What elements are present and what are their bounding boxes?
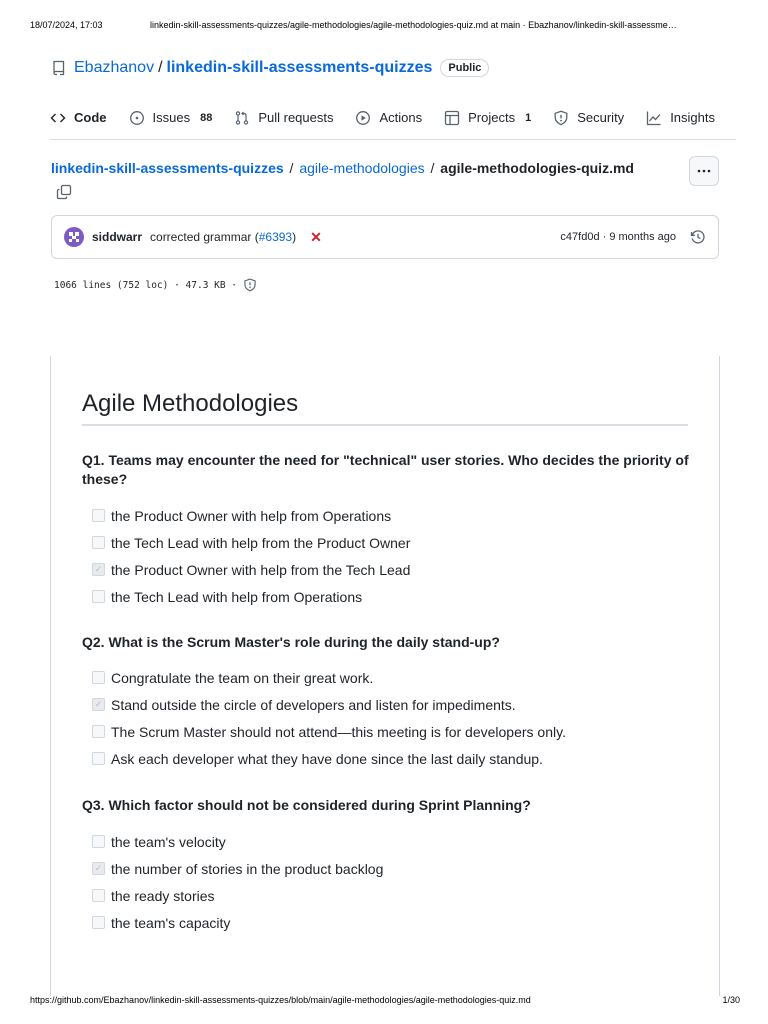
print-url: https://github.com/Ebazhanov/linkedin-skill-assessments-quizzes/blob/main/agile-methodologies/agile-methodologies-quiz.md xyxy=(30,995,531,1005)
option-label: the number of stories in the product backlog xyxy=(111,860,384,877)
option xyxy=(92,664,692,691)
option xyxy=(92,556,692,583)
tab-label: Insights xyxy=(670,110,715,125)
question-2: Q2. What is the Scrum Master's role during the daily stand-up? xyxy=(82,634,500,650)
commit-meta[interactable]: c47fd0d · 9 months ago xyxy=(560,231,676,243)
tab-projects[interactable] xyxy=(444,96,531,140)
graph-icon xyxy=(646,110,662,126)
option-label: Congratulate the team on their great work. xyxy=(111,669,374,686)
tab-label: Projects xyxy=(468,110,516,125)
print-title: linkedin-skill-assessments-quizzes/agile-methodologies/agile-methodologies-quiz.md at main · Ebazhanov/linkedin-skill-assessme… xyxy=(150,20,677,30)
print-footer xyxy=(30,995,740,1009)
markdown-title: Agile Methodologies xyxy=(82,390,299,417)
checkbox-checked[interactable]: ✓ xyxy=(92,862,105,875)
shield-icon xyxy=(553,110,569,126)
option xyxy=(92,909,692,936)
commit-status-failed-icon[interactable]: ✕ xyxy=(310,228,322,245)
avatar-identicon xyxy=(67,230,81,244)
repo-header xyxy=(51,56,489,80)
projects-count: 1 xyxy=(525,111,532,124)
option xyxy=(92,718,692,745)
print-page-number: 1/30 xyxy=(722,995,740,1005)
tab-pull-requests[interactable] xyxy=(234,96,333,140)
question-3-options xyxy=(92,828,692,936)
repo-separator: / xyxy=(158,59,163,76)
more-options-button[interactable] xyxy=(689,156,719,186)
tab-label: Security xyxy=(577,110,625,125)
commit-author-link[interactable]: siddwarr xyxy=(92,230,143,244)
play-icon xyxy=(355,110,371,126)
option xyxy=(92,745,692,772)
option xyxy=(92,828,692,855)
checkbox-checked[interactable]: ✓ xyxy=(92,563,105,576)
issue-icon xyxy=(129,110,145,126)
tab-code[interactable] xyxy=(50,96,107,140)
checkbox[interactable] xyxy=(92,590,105,603)
table-icon xyxy=(444,110,460,126)
option-label: the Product Owner with help from the Tech Lead xyxy=(111,561,411,578)
option-label: the ready stories xyxy=(111,887,215,904)
option-label: the Tech Lead with help from the Product Owner xyxy=(111,534,411,551)
checkbox[interactable] xyxy=(92,725,105,738)
breadcrumb-file: agile-methodologies-quiz.md xyxy=(440,160,634,176)
option xyxy=(92,583,692,610)
commit-message-suffix: ) xyxy=(292,230,297,244)
history-icon[interactable] xyxy=(690,229,706,245)
shield-icon[interactable] xyxy=(243,278,257,292)
checkbox[interactable] xyxy=(92,916,105,929)
breadcrumb-folder-link[interactable]: agile-methodologies xyxy=(299,160,425,176)
commit-message[interactable] xyxy=(150,230,296,244)
tab-issues[interactable] xyxy=(129,96,213,140)
checkbox[interactable] xyxy=(92,835,105,848)
question-1: Q1. Teams may encounter the need for "technical" user stories. Who decides the priority of these? xyxy=(82,452,689,487)
file-breadcrumb xyxy=(51,158,671,178)
option xyxy=(92,882,692,909)
breadcrumb-separator: / xyxy=(289,160,294,176)
pull-request-icon xyxy=(234,110,250,126)
file-stats: 1066 lines (752 loc) · 47.3 KB · xyxy=(54,279,238,291)
option xyxy=(92,529,692,556)
latest-commit-box xyxy=(51,215,719,259)
copy-icon[interactable] xyxy=(56,184,72,200)
commit-message-prefix: corrected grammar ( xyxy=(150,230,259,244)
repo-name-link[interactable]: linkedin-skill-assessments-quizzes xyxy=(166,59,433,76)
checkbox[interactable] xyxy=(92,509,105,522)
tab-label: Actions xyxy=(379,110,423,125)
option-label: the Tech Lead with help from Operations xyxy=(111,588,363,605)
option-label: Stand outside the circle of developers and listen for impediments. xyxy=(111,696,516,713)
repo-icon xyxy=(51,60,67,76)
option-label: the team's velocity xyxy=(111,833,226,850)
question-1-options xyxy=(92,502,692,610)
option xyxy=(92,691,692,718)
issues-count: 88 xyxy=(200,111,213,124)
option-label: Ask each developer what they have done since the last daily standup. xyxy=(111,750,543,767)
tab-actions[interactable] xyxy=(355,96,422,140)
option-label: The Scrum Master should not attend—this meeting is for developers only. xyxy=(111,723,566,740)
checkbox[interactable] xyxy=(92,889,105,902)
option-label: the Product Owner with help from Operations xyxy=(111,507,392,524)
breadcrumb-root-link[interactable]: linkedin-skill-assessments-quizzes xyxy=(51,160,284,176)
print-date: 18/07/2024, 17:03 xyxy=(30,20,103,30)
option xyxy=(92,855,692,882)
checkbox[interactable] xyxy=(92,671,105,684)
checkbox[interactable] xyxy=(92,536,105,549)
repo-owner-link[interactable]: Ebazhanov xyxy=(74,59,155,76)
checkbox-checked[interactable]: ✓ xyxy=(92,698,105,711)
question-2-options xyxy=(92,664,692,772)
tab-label: Issues xyxy=(152,110,191,125)
print-header xyxy=(30,20,740,34)
breadcrumb-separator: / xyxy=(430,160,435,176)
file-info xyxy=(54,278,257,292)
tab-label: Pull requests xyxy=(258,110,334,125)
option xyxy=(92,502,692,529)
checkbox[interactable] xyxy=(92,752,105,765)
option-label: the team's capacity xyxy=(111,914,231,931)
tab-security[interactable] xyxy=(553,96,624,140)
kebab-horizontal-icon xyxy=(696,163,712,179)
code-icon xyxy=(50,110,66,126)
avatar[interactable] xyxy=(64,227,84,247)
tab-label: Code xyxy=(74,110,107,125)
title-divider xyxy=(82,424,688,426)
visibility-badge: Public xyxy=(440,59,489,77)
tab-insights[interactable] xyxy=(646,96,715,140)
repo-tabs xyxy=(50,96,736,140)
commit-pr-link[interactable]: #6393 xyxy=(258,230,293,244)
question-3: Q3. Which factor should not be considered during Sprint Planning? xyxy=(82,797,531,813)
